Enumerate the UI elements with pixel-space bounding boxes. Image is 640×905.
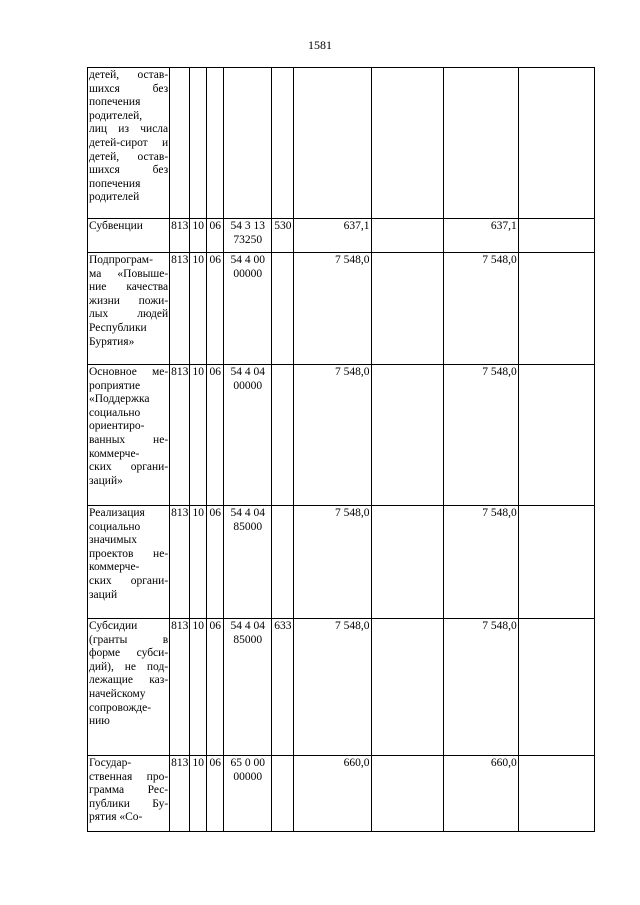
row-name-line: дий), не под-	[89, 660, 169, 673]
row-name-line: коммерче-	[89, 561, 140, 574]
amount-cell-2	[371, 756, 443, 832]
row-name-line: лых людей	[89, 308, 169, 321]
amount-cell-2	[371, 253, 443, 365]
table-row	[88, 619, 595, 756]
section-code-cell: 10	[190, 756, 207, 832]
expense-type-cell	[272, 756, 294, 832]
ministry-code-cell: 813	[170, 756, 190, 832]
row-name-line: лиц из числа	[89, 123, 169, 136]
page-number: 1581	[308, 38, 332, 52]
subsection-code-cell: 06	[207, 619, 224, 756]
amount-cell-2	[371, 68, 443, 219]
subsection-code-cell: 06	[207, 756, 224, 832]
table-row	[88, 253, 595, 365]
amount-cell-4	[518, 756, 594, 832]
target-article-cell	[224, 506, 272, 619]
amount-cell-3: 660,0	[443, 756, 518, 832]
row-name-line: детей, остав-	[89, 69, 169, 81]
section-code-cell: 10	[190, 619, 207, 756]
section-code-cell: 10	[190, 365, 207, 506]
target-article-line: 54 4 04	[230, 366, 266, 378]
amount-cell-3	[443, 68, 518, 219]
row-name-line: роприятие	[89, 379, 141, 392]
section-code-cell: 10	[190, 506, 207, 619]
subsection-code-cell: 06	[207, 365, 224, 506]
target-article-cell	[224, 619, 272, 756]
row-name-line: Субсидии	[89, 620, 138, 632]
expense-type-cell	[272, 365, 294, 506]
amount-cell-4	[518, 68, 594, 219]
target-article-line: 65 0 00	[230, 757, 266, 769]
row-name-line: форме субси-	[89, 647, 169, 660]
target-article-cell	[224, 253, 272, 365]
row-name-line: проектов не-	[89, 547, 169, 560]
target-article-line: 00000	[233, 770, 263, 783]
target-article-line: 54 4 04	[230, 620, 266, 632]
expense-type-cell: 530	[272, 219, 294, 253]
row-name-line: шихся без	[89, 164, 169, 177]
amount-cell-1: 637,1	[294, 219, 371, 253]
row-name-line: Бурятия»	[89, 335, 135, 348]
amount-cell-1: 7 548,0	[294, 253, 371, 365]
amount-cell-4	[518, 219, 594, 253]
ministry-code-cell: 813	[170, 253, 190, 365]
target-article-line: 00000	[233, 379, 263, 392]
row-name-line: ориентиро-	[89, 420, 145, 433]
section-code-cell: 10	[190, 219, 207, 253]
amount-cell-1: 7 548,0	[294, 365, 371, 506]
row-name-line: нию	[89, 715, 110, 728]
row-name-line: попечения	[89, 177, 141, 190]
section-code-cell: 10	[190, 253, 207, 365]
ministry-code-cell	[170, 68, 190, 219]
amount-cell-3: 7 548,0	[443, 506, 518, 619]
ministry-code-cell: 813	[170, 365, 190, 506]
table-row	[88, 219, 595, 253]
row-name-line: социально	[89, 406, 141, 419]
target-article-line: 00000	[233, 267, 263, 280]
row-name-cell	[88, 756, 170, 832]
row-name-line: сопровожде-	[89, 701, 152, 714]
row-name-line: Республики	[89, 321, 147, 334]
row-name-line: детей-сирот и	[89, 136, 169, 149]
subsection-code-cell: 06	[207, 219, 224, 253]
amount-cell-2	[371, 219, 443, 253]
expense-type-cell	[272, 253, 294, 365]
subsection-code-cell: 06	[207, 506, 224, 619]
row-name-cell	[88, 219, 170, 253]
target-article-cell	[224, 219, 272, 253]
ministry-code-cell: 813	[170, 506, 190, 619]
row-name-line: ских органи-	[89, 574, 169, 587]
amount-cell-1: 7 548,0	[294, 506, 371, 619]
row-name-line: «Поддержка	[89, 393, 150, 406]
row-name-line: заций	[89, 588, 118, 601]
row-name-line: шихся без	[89, 82, 169, 95]
row-name-cell	[88, 253, 170, 365]
row-name-line: начейскому	[89, 687, 146, 700]
row-name-line: коммерче-	[89, 447, 140, 460]
subsection-code-cell: 06	[207, 253, 224, 365]
row-name-cell	[88, 68, 170, 219]
table-row	[88, 68, 595, 219]
table-row	[88, 506, 595, 619]
target-article-cell	[224, 365, 272, 506]
ministry-code-cell: 813	[170, 619, 190, 756]
amount-cell-4	[518, 253, 594, 365]
row-name-line: Основное ме-	[89, 366, 169, 378]
amount-cell-2	[371, 619, 443, 756]
budget-table	[87, 67, 595, 832]
row-name-line: ских органи-	[89, 461, 169, 474]
table-row	[88, 365, 595, 506]
row-name-line: родителей,	[89, 109, 143, 122]
expense-type-cell	[272, 68, 294, 219]
amount-cell-2	[371, 365, 443, 506]
row-name-cell	[88, 506, 170, 619]
row-name-line: значимых	[89, 534, 138, 547]
row-name-line: Государ-	[89, 757, 132, 769]
target-article-line: 85000	[233, 520, 263, 533]
row-name-line: родителей	[89, 191, 140, 204]
row-name-line: ванных не-	[89, 433, 169, 446]
expense-type-cell	[272, 506, 294, 619]
row-name-line: лежащие каз-	[89, 674, 169, 687]
row-name-line: жизни пожи-	[89, 294, 169, 307]
amount-cell-4	[518, 506, 594, 619]
row-name-line: Субвенции	[89, 220, 143, 232]
amount-cell-3: 637,1	[443, 219, 518, 253]
amount-cell-2	[371, 506, 443, 619]
row-name-line: попечения	[89, 96, 141, 109]
ministry-code-cell: 813	[170, 219, 190, 253]
row-name-line: Подпрограм-	[89, 254, 153, 266]
row-name-cell	[88, 365, 170, 506]
target-article-line: 54 4 04	[230, 507, 266, 519]
row-name-line: социально	[89, 520, 141, 533]
row-name-cell	[88, 619, 170, 756]
amount-cell-4	[518, 365, 594, 506]
table-row	[88, 756, 595, 832]
target-article-line: 54 3 13	[230, 220, 266, 232]
row-name-line: (гранты в	[89, 633, 169, 646]
amount-cell-1	[294, 68, 371, 219]
row-name-line: Реализация	[89, 507, 145, 519]
target-article-line: 54 4 00	[230, 254, 266, 266]
target-article-line: 85000	[233, 633, 263, 646]
row-name-line: грамма Рес-	[89, 784, 169, 797]
subsection-code-cell	[207, 68, 224, 219]
amount-cell-1: 7 548,0	[294, 619, 371, 756]
table-body	[88, 68, 595, 832]
amount-cell-3: 7 548,0	[443, 365, 518, 506]
row-name-line: ственная про-	[89, 770, 169, 783]
amount-cell-3: 7 548,0	[443, 253, 518, 365]
target-article-line: 73250	[233, 233, 263, 246]
row-name-line: ние качества	[89, 281, 169, 294]
amount-cell-3: 7 548,0	[443, 619, 518, 756]
section-code-cell	[190, 68, 207, 219]
row-name-line: детей, остав-	[89, 150, 169, 163]
row-name-line: ма «Повыше-	[89, 267, 169, 280]
expense-type-cell: 633	[272, 619, 294, 756]
row-name-line: заций»	[89, 474, 123, 487]
row-name-line: публики Бу-	[89, 797, 169, 810]
row-name-line: рятия «Со-	[89, 811, 143, 824]
amount-cell-1: 660,0	[294, 756, 371, 832]
target-article-cell	[224, 756, 272, 832]
amount-cell-4	[518, 619, 594, 756]
target-article-cell	[224, 68, 272, 219]
